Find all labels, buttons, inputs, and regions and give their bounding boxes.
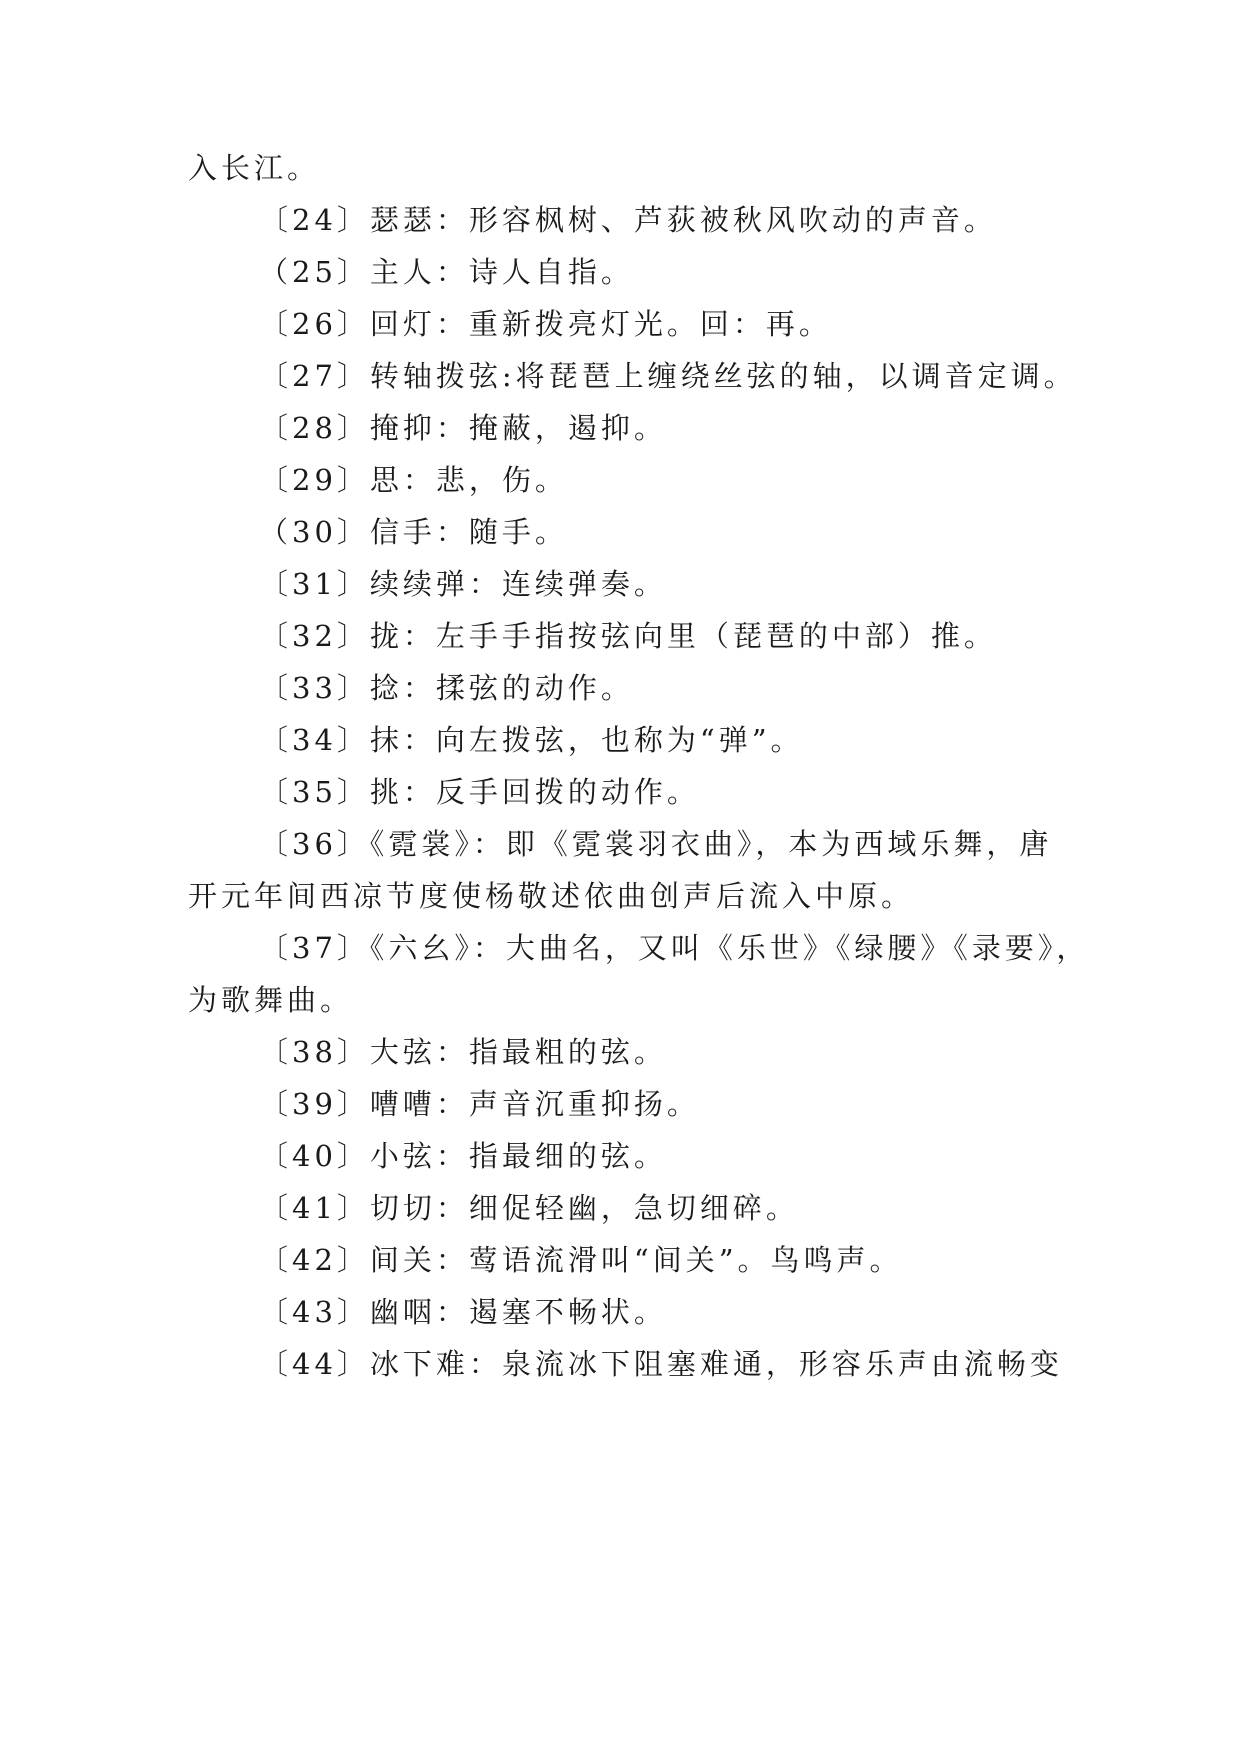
footnote-40: 〔40〕小弦：指最细的弦。 [259,1139,667,1173]
footnote-31: 〔31〕续续弹：连续弹奏。 [259,567,667,601]
footnote-41: 〔41〕切切：细促轻幽，急切细碎。 [259,1191,799,1225]
footnote-44: 〔44〕冰下难：泉流冰下阻塞难通，形容乐声由流畅变 [259,1347,1063,1381]
footnote-39: 〔39〕嘈嘈：声音沉重抑扬。 [259,1087,700,1121]
footnote-34: 〔34〕抹：向左拨弦，也称为“弹”。 [259,723,804,757]
footnote-28: 〔28〕掩抑：掩蔽，遏抑。 [259,411,667,445]
footnote-43: 〔43〕幽咽：遏塞不畅状。 [259,1295,667,1329]
footnote-27: 〔27〕转轴拨弦:将琵琶上缠绕丝弦的轴，以调音定调。 [259,359,1077,393]
footnote-42: 〔42〕间关：莺语流滑叫“间关”。鸟鸣声。 [259,1243,903,1277]
text-line: 入长江。 [188,151,321,185]
footnote-37: 〔37〕《六幺》：大曲名，又叫《乐世》《绿腰》《录要》， [259,931,1090,965]
footnote-25: （25〕主人：诗人自指。 [259,255,634,289]
footnote-35: 〔35〕挑：反手回拨的动作。 [259,775,700,809]
footnote-32: 〔32〕拢：左手手指按弦向里（琵琶的中部）推。 [259,619,997,653]
footnote-29: 〔29〕思：悲，伤。 [259,463,568,497]
footnote-36: 〔36〕《霓裳》：即《霓裳羽衣曲》，本为西域乐舞，唐 [259,827,1053,861]
footnote-33: 〔33〕捻：揉弦的动作。 [259,671,634,705]
footnote-26: 〔26〕回灯：重新拨亮灯光。回：再。 [259,307,832,341]
footnote-36-continued: 开元年间西凉节度使杨敬述依曲创声后流入中原。 [188,879,915,913]
footnote-24: 〔24〕瑟瑟：形容枫树、芦荻被秋风吹动的声音。 [259,203,997,237]
footnote-37-continued: 为歌舞曲。 [188,983,354,1017]
footnote-38: 〔38〕大弦：指最粗的弦。 [259,1035,667,1069]
footnote-30: （30〕信手：随手。 [259,515,568,549]
